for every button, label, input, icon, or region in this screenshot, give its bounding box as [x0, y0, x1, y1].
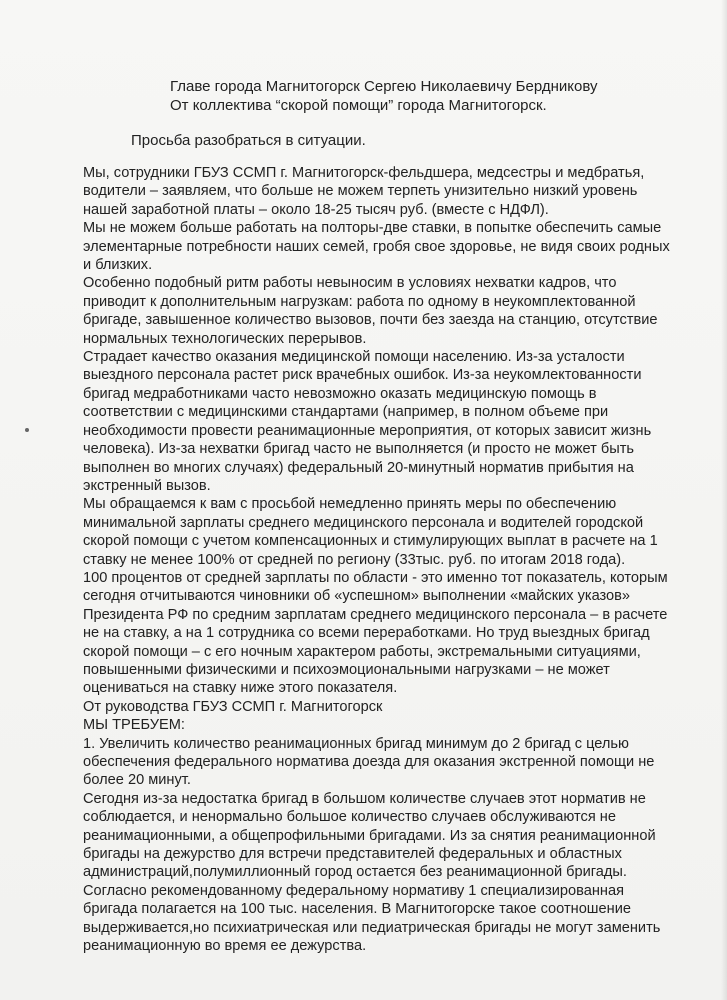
body-line: нашей заработной платы – около 18-25 тысяч руб. (вместе с НДФЛ). [83, 201, 549, 218]
body-line: экстренный вызов. [83, 477, 211, 494]
body-line: более 20 минут. [83, 772, 191, 789]
request-line: Просьба разобраться в ситуации. [131, 132, 366, 149]
body-line: бригады на дежурство для встречи представителей федеральных и областных [83, 846, 622, 863]
body-line: Мы обращаемся к вам с просьбой немедленно принять меры по обеспечению [83, 496, 617, 513]
body-line: скорой помощи – с его ночным характером работы, экстремальными ситуациями, [83, 643, 641, 660]
body-line: сегодня отчитываются чиновники об «успешном» выполнении «майских указов» [83, 588, 631, 605]
body-line: 1. Увеличить количество реанимационных бригад минимум до 2 бригад с целью [83, 735, 629, 752]
body-line: Особенно подобный ритм работы невыносим в условиях нехватки кадров, что [83, 275, 617, 292]
body-line: и близких. [83, 257, 153, 274]
body-line: администраций,полумиллионный город остается без реанимационной бригады. [83, 864, 627, 881]
body-line: элементарные потребности наших семей, гробя свое здоровье, не видя своих родных [83, 238, 670, 255]
body-line: минимальной зарплаты среднего медицинского персонала и водителей городской [83, 514, 644, 531]
body-line: бригада полагается на 100 тыс. населения. В Магнитогорске такое соотношение [83, 901, 631, 918]
letter-body [83, 164, 703, 955]
body-line: бригад медработниками часто невозможно оказать медицинскую помощь в [83, 385, 597, 402]
body-line: человека). Из-за нехватки бригад часто не выполняется (и просто не может быть [83, 441, 634, 458]
body-line: соответствии с медицинскими стандартами (например, в полном объеме при [83, 404, 609, 421]
body-line: реанимационными, а общепрофильными бригадами. Из за снятия реанимационной [83, 827, 656, 844]
body-line: необходимости провести реанимационные мероприятия, от которых зависит жизнь [83, 422, 652, 439]
body-line: выполнен во многих случаях) федеральный 20-минутный норматив прибытия на [83, 459, 634, 476]
addressee-line: Главе города Магнитогорск Сергею Николаевичу Бердникову [170, 78, 598, 95]
body-line: Мы, сотрудники ГБУЗ ССМП г. Магнитогорск-фельдшера, медсестры и медбратья, [83, 165, 645, 181]
body-line: Страдает качество оказания медицинской помощи населению. Из-за усталости [83, 349, 625, 366]
body-line: оцениваться на ставку ниже этого показателя. [83, 680, 398, 697]
body-line: ставку не менее 100% от средней по региону (33тыс. руб. по итогам 2018 года). [83, 551, 626, 568]
body-line: Согласно рекомендованному федеральному нормативу 1 специализированная [83, 882, 624, 899]
body-line: водители – заявляем, что больше не можем терпеть унизительно низкий уровень [83, 183, 638, 200]
body-line: Президента РФ по средним зарплатам среднего медицинского персонала – в расчете [83, 606, 668, 623]
body-line: соблюдается, и ненормально большое количество случаев обслуживаются не [83, 809, 616, 826]
body-line: бригаде, завышенное количество вызовов, почти без заезда на станцию, отсутствие [83, 312, 658, 329]
body-line: реанимационную во время ее дежурства. [83, 938, 367, 955]
body-line: 100 процентов от средней зарплаты по области - это именно тот показатель, которым [83, 569, 668, 586]
scan-hole-mark [25, 428, 29, 432]
addressee-block [170, 77, 597, 115]
page-edge-shadow [721, 0, 727, 1000]
body-line: обеспечения федерального норматива доезда для оказания экстренной помощи не [83, 754, 655, 770]
body-line: приводит к дополнительным нагрузкам: работа по одному в неукомплектованной [83, 293, 636, 310]
body-line: не на ставку, а на 1 сотрудника со всеми переработками. Но труд выездных бригад [83, 625, 650, 642]
sender-line: От коллектива “скорой помощи” города Магнитогорск. [170, 97, 547, 114]
body-line: нормальных технологических перерывов. [83, 330, 367, 347]
body-line: От руководства ГБУЗ ССМП г. Магнитогорск [83, 698, 383, 715]
body-line: Сегодня из-за недостатка бригад в большом количестве случаев этот норматив не [83, 790, 646, 807]
body-line: выездного персонала растет риск врачебных ошибок. Из-за неукомлектованности [83, 367, 642, 384]
body-line: МЫ ТРЕБУЕМ: [83, 717, 185, 734]
body-line: повышенными физическими и психоэмоциональными нагрузками – не может [83, 661, 610, 678]
body-line: скорой помощи с учетом компенсационных и стимулирующих выплат в расчете на 1 [83, 533, 658, 550]
body-line: выдерживается,но психиатрическая или педиатрическая бригады не могут заменить [83, 919, 661, 936]
body-line: Мы не можем больше работать на полторы-две ставки, в попытке обеспечить самые [83, 220, 662, 237]
